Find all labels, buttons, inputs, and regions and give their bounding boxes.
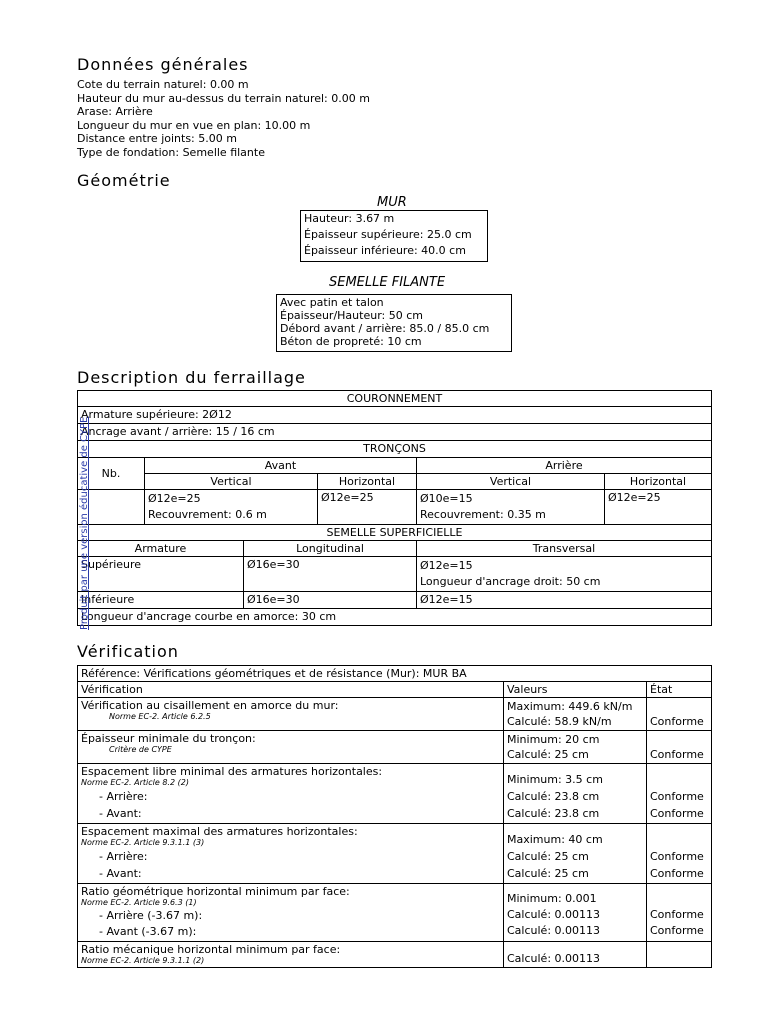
value-line: Maximum: 449.6 kN/m [507, 700, 633, 713]
etat-line [650, 885, 708, 907]
general-line: Distance entre joints: 5.00 m [77, 132, 237, 145]
watermark-link[interactable]: Produit par une version éducative de CYPE [79, 416, 90, 630]
verification-heading: Vérification [77, 642, 179, 661]
values-cell [504, 824, 647, 884]
value-line: Minimum: 3.5 cm [507, 773, 603, 786]
couronnement-header: COURONNEMENT [78, 391, 712, 407]
longitudinal-header: Longitudinal [244, 541, 417, 557]
etat-line: Conforme [650, 867, 704, 880]
verification-row [78, 884, 504, 942]
verification-label: Vérification au cisaillement en amorce du mur: [81, 699, 339, 712]
avant-vertical-cell [145, 490, 318, 525]
col-etat-header: État [647, 682, 712, 698]
etat-cell [647, 884, 712, 942]
avant-vertical-bar: Ø12e=25 [148, 492, 201, 505]
arriere-horizontal-header: Horizontal [605, 474, 712, 490]
value-line [507, 943, 643, 951]
ancrage-droit: Longueur d'ancrage droit: 50 cm [420, 575, 601, 588]
semelle-line: Épaisseur/Hauteur: 50 cm [280, 309, 423, 322]
values-cell [504, 942, 647, 968]
inferieure-transversal: Ø12e=15 [417, 592, 712, 609]
value-line: Calculé: 58.9 kN/m [507, 715, 612, 728]
etat-cell [647, 731, 712, 764]
inferieure-longitudinal: Ø16e=30 [244, 592, 417, 609]
verification-label: Ratio mécanique horizontal minimum par face: [81, 943, 341, 956]
ferraillage-table [77, 390, 712, 626]
values-cell [504, 731, 647, 764]
norm-reference: Norme EC-2. Article 9.3.1.1 (2) [81, 956, 205, 965]
sub-label: - Arrière: [99, 850, 148, 863]
superieure-transversal: Ø12e=15 [420, 559, 473, 572]
arriere-vertical-cell [417, 490, 605, 525]
value-line: Minimum: 20 cm [507, 733, 600, 746]
avant-horizontal-header: Horizontal [318, 474, 417, 490]
geometry-heading: Géométrie [77, 171, 171, 190]
norm-reference: Norme EC-2. Article 9.3.1.1 (3) [81, 838, 205, 847]
etat-line [650, 951, 708, 966]
etat-line: Conforme [650, 908, 704, 921]
verification-reference: Référence: Vérifications géométriques et de résistance (Mur): MUR BA [78, 666, 712, 682]
etat-cell [647, 942, 712, 968]
superieure-longitudinal: Ø16e=30 [244, 557, 417, 592]
arriere-recouvrement: Recouvrement: 0.35 m [420, 508, 546, 521]
value-line: Calculé: 23.8 cm [507, 807, 600, 820]
etat-line [650, 943, 708, 951]
avant-horizontal-cell: Ø12e=25 [318, 490, 417, 525]
value-line: Calculé: 0.00113 [507, 908, 601, 921]
avant-header: Avant [145, 458, 417, 474]
value-line: Minimum: 0.001 [507, 892, 597, 905]
general-line: Hauteur du mur au-dessus du terrain naturel: 0.00 m [77, 91, 370, 105]
avant-recouvrement: Recouvrement: 0.6 m [148, 508, 267, 521]
norm-reference: Norme EC-2. Article 9.6.3 (1) [81, 898, 197, 907]
general-data-heading: Données générales [77, 55, 249, 74]
verification-label: Épaisseur minimale du tronçon: [81, 732, 256, 745]
transversal-header: Transversal [417, 541, 712, 557]
values-cell [504, 764, 647, 824]
ancrage-avant-arriere: Ancrage avant / arrière: 15 / 16 cm [78, 424, 712, 441]
arriere-vertical-header: Vertical [417, 474, 605, 490]
mur-line: Hauteur: 3.67 m [304, 212, 395, 225]
avant-vertical-header: Vertical [145, 474, 318, 490]
etat-line: Conforme [650, 748, 704, 761]
general-line: Longueur du mur en vue en plan: 10.00 m [77, 118, 311, 132]
col-verification-header: Vérification [78, 682, 504, 698]
verification-label: Espacement maximal des armatures horizontales: [81, 825, 358, 838]
norm-reference: Critère de CYPE [109, 745, 172, 754]
sub-label: - Avant: [99, 807, 142, 820]
semelle-line: Avec patin et talon [280, 296, 384, 309]
etat-line [650, 699, 708, 714]
verification-row [78, 764, 504, 824]
inferieure-label: Inférieure [78, 592, 244, 609]
verification-label: Espacement libre minimal des armatures horizontales: [81, 765, 383, 778]
mur-line: Épaisseur inférieure: 40.0 cm [304, 244, 466, 257]
general-line: Arase: Arrière [77, 105, 153, 118]
etat-line [650, 765, 708, 788]
verification-row [78, 942, 504, 968]
value-line: Calculé: 25 cm [507, 850, 589, 863]
etat-cell [647, 764, 712, 824]
etat-line [650, 825, 708, 848]
verification-row [78, 731, 504, 764]
sub-label: - Arrière: [99, 790, 148, 803]
semelle-title: SEMELLE FILANTE [329, 275, 446, 290]
value-line: Calculé: 25 cm [507, 867, 589, 880]
ancrage-courbe: Longueur d'ancrage courbe en amorce: 30 cm [78, 609, 712, 626]
semelle-line: Béton de propreté: 10 cm [280, 335, 422, 348]
armature-header: Armature [78, 541, 244, 557]
etat-line [650, 732, 708, 747]
etat-line: Conforme [650, 790, 704, 803]
superieure-label: Supérieure [78, 557, 244, 592]
arriere-header: Arrière [417, 458, 712, 474]
sub-label: - Avant: [99, 867, 142, 880]
value-line: Calculé: 25 cm [507, 748, 589, 761]
ferraillage-heading: Description du ferraillage [77, 368, 306, 387]
sub-label: - Avant (-3.67 m): [99, 925, 197, 938]
col-valeurs-header: Valeurs [504, 682, 647, 698]
value-line: Maximum: 40 cm [507, 833, 603, 846]
verification-row [78, 824, 504, 884]
mur-box [300, 210, 488, 262]
semelle-superficielle-header: SEMELLE SUPERFICIELLE [78, 525, 712, 541]
verification-label: Ratio géométrique horizontal minimum par face: [81, 885, 350, 898]
arriere-horizontal-cell: Ø12e=25 [605, 490, 712, 525]
etat-cell [647, 698, 712, 731]
armature-superieure: Armature supérieure: 2Ø12 [78, 407, 712, 424]
etat-line: Conforme [650, 807, 704, 820]
superieure-transversal-cell [417, 557, 712, 592]
norm-reference: Norme EC-2. Article 6.2.5 [109, 712, 211, 721]
general-line: Type de fondation: Semelle filante [77, 145, 265, 159]
norm-reference: Norme EC-2. Article 8.2 (2) [81, 778, 189, 787]
semelle-line: Débord avant / arrière: 85.0 / 85.0 cm [280, 322, 490, 335]
general-data-list [77, 78, 370, 159]
value-line: Calculé: 23.8 cm [507, 790, 600, 803]
value-line: Calculé: 0.00113 [507, 952, 601, 965]
mur-title: MUR [377, 195, 407, 210]
etat-line: Conforme [650, 924, 704, 937]
value-line: Calculé: 0.00113 [507, 924, 601, 937]
mur-line: Épaisseur supérieure: 25.0 cm [304, 228, 472, 241]
semelle-box [276, 294, 512, 352]
arriere-vertical-bar: Ø10e=15 [420, 492, 473, 505]
values-cell [504, 884, 647, 942]
verification-table [77, 665, 712, 968]
nb-header: Nb. [78, 458, 145, 490]
troncons-header: TRONÇONS [78, 441, 712, 458]
sub-label: - Arrière (-3.67 m): [99, 909, 203, 922]
general-line: Cote du terrain naturel: 0.00 m [77, 78, 249, 91]
etat-line: Conforme [650, 850, 704, 863]
etat-line: Conforme [650, 715, 704, 728]
etat-cell [647, 824, 712, 884]
values-cell [504, 698, 647, 731]
verification-row [78, 698, 504, 731]
